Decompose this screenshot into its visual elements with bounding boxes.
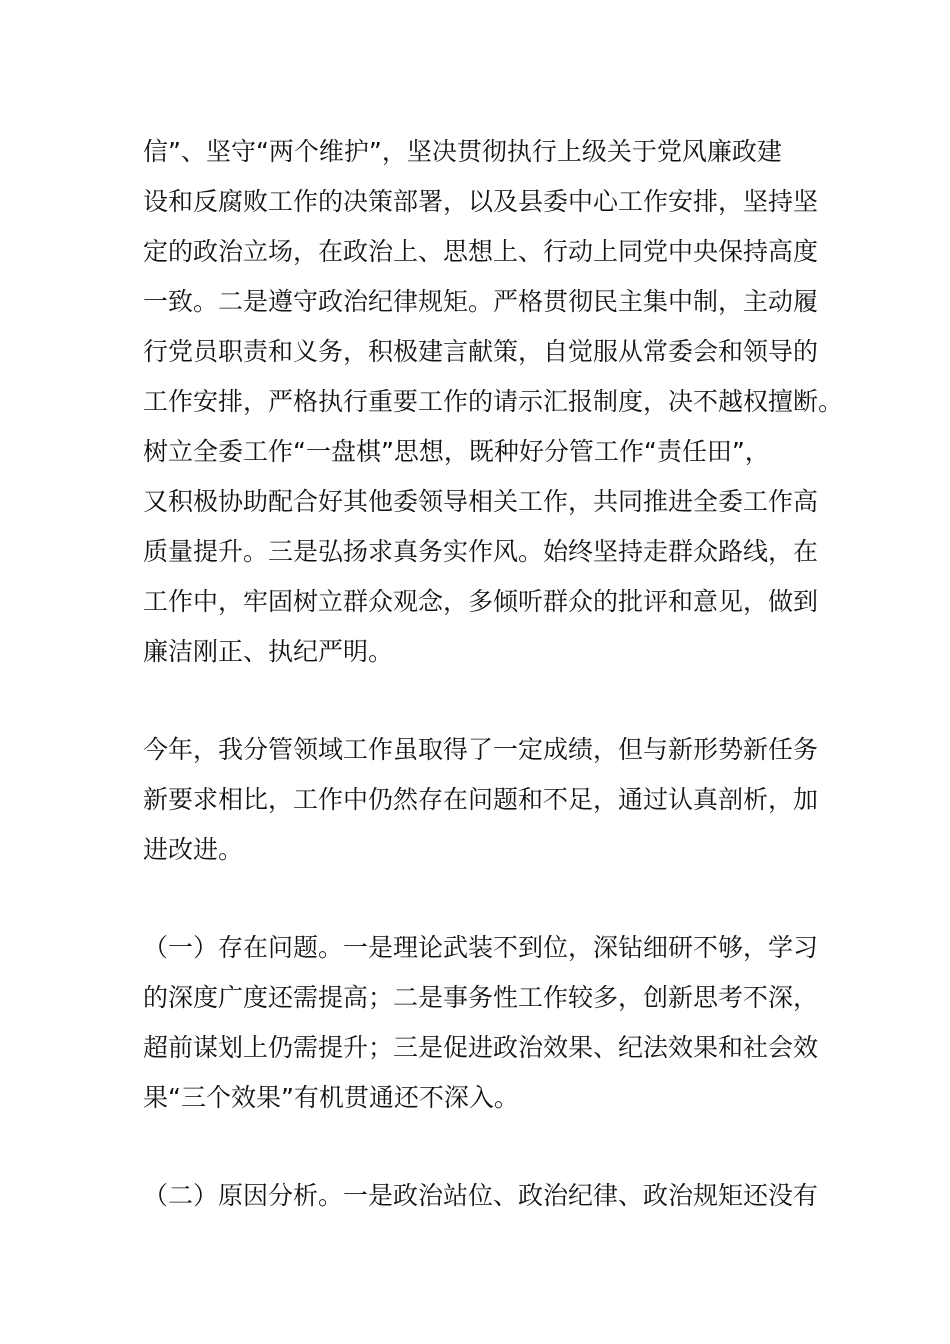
paragraph-cause-analysis bbox=[143, 1171, 823, 1221]
text-line: 果“三个效果”有机贯通还不深入。 bbox=[143, 1083, 519, 1112]
paragraph-spacer bbox=[143, 875, 823, 923]
paragraph-party-discipline bbox=[143, 127, 844, 677]
text-line: 又积极协助配合好其他委领导相关工作，共同推进全委工作高 bbox=[143, 487, 819, 516]
text-line: 行党员职责和义务，积极建言献策，自觉服从常委会和领导的 bbox=[143, 337, 819, 366]
paragraph-spacer bbox=[143, 677, 823, 725]
text-line: 工作安排，严格执行重要工作的请示汇报制度，决不越权擅断。 bbox=[143, 387, 844, 416]
text-line: 今年，我分管领域工作虽取得了一定成绩，但与新形势新任务 bbox=[143, 735, 819, 764]
text-line: 新要求相比，工作中仍然存在问题和不足，通过认真剖析，加 bbox=[143, 785, 819, 814]
document-body bbox=[143, 127, 844, 1221]
text-line: 超前谋划上仍需提升；三是促进政治效果、纪法效果和社会效 bbox=[143, 1033, 819, 1062]
text-line: 廉洁刚正、执纪严明。 bbox=[143, 637, 394, 666]
text-line: 进改进。 bbox=[143, 835, 244, 864]
text-line: 一致。二是遵守政治纪律规矩。严格贯彻民主集中制，主动履 bbox=[143, 287, 819, 316]
paragraph-shortcomings-intro bbox=[143, 725, 823, 875]
paragraph-spacer bbox=[143, 1123, 823, 1171]
text-line: 质量提升。三是弘扬求真务实作风。始终坚持走群众路线，在 bbox=[143, 537, 819, 566]
text-line: 设和反腐败工作的决策部署，以及县委中心工作安排，坚持坚 bbox=[143, 187, 819, 216]
text-line: 工作中，牢固树立群众观念，多倾听群众的批评和意见，做到 bbox=[143, 587, 819, 616]
text-line: 树立全委工作“一盘棋”思想，既种好分管工作“责任田”， bbox=[143, 437, 770, 466]
text-line: 信”、坚守“两个维护”，坚决贯彻执行上级关于党风廉政建 bbox=[143, 137, 782, 166]
paragraph-existing-problems bbox=[143, 923, 823, 1123]
text-line: 定的政治立场，在政治上、思想上、行动上同党中央保持高度 bbox=[143, 237, 819, 266]
text-line: （一）存在问题。一是理论武装不到位，深钻细研不够，学习 bbox=[143, 933, 819, 962]
text-line: （二）原因分析。一是政治站位、政治纪律、政治规矩还没有 bbox=[143, 1181, 819, 1210]
text-line: 的深度广度还需提高；二是事务性工作较多，创新思考不深， bbox=[143, 983, 819, 1012]
